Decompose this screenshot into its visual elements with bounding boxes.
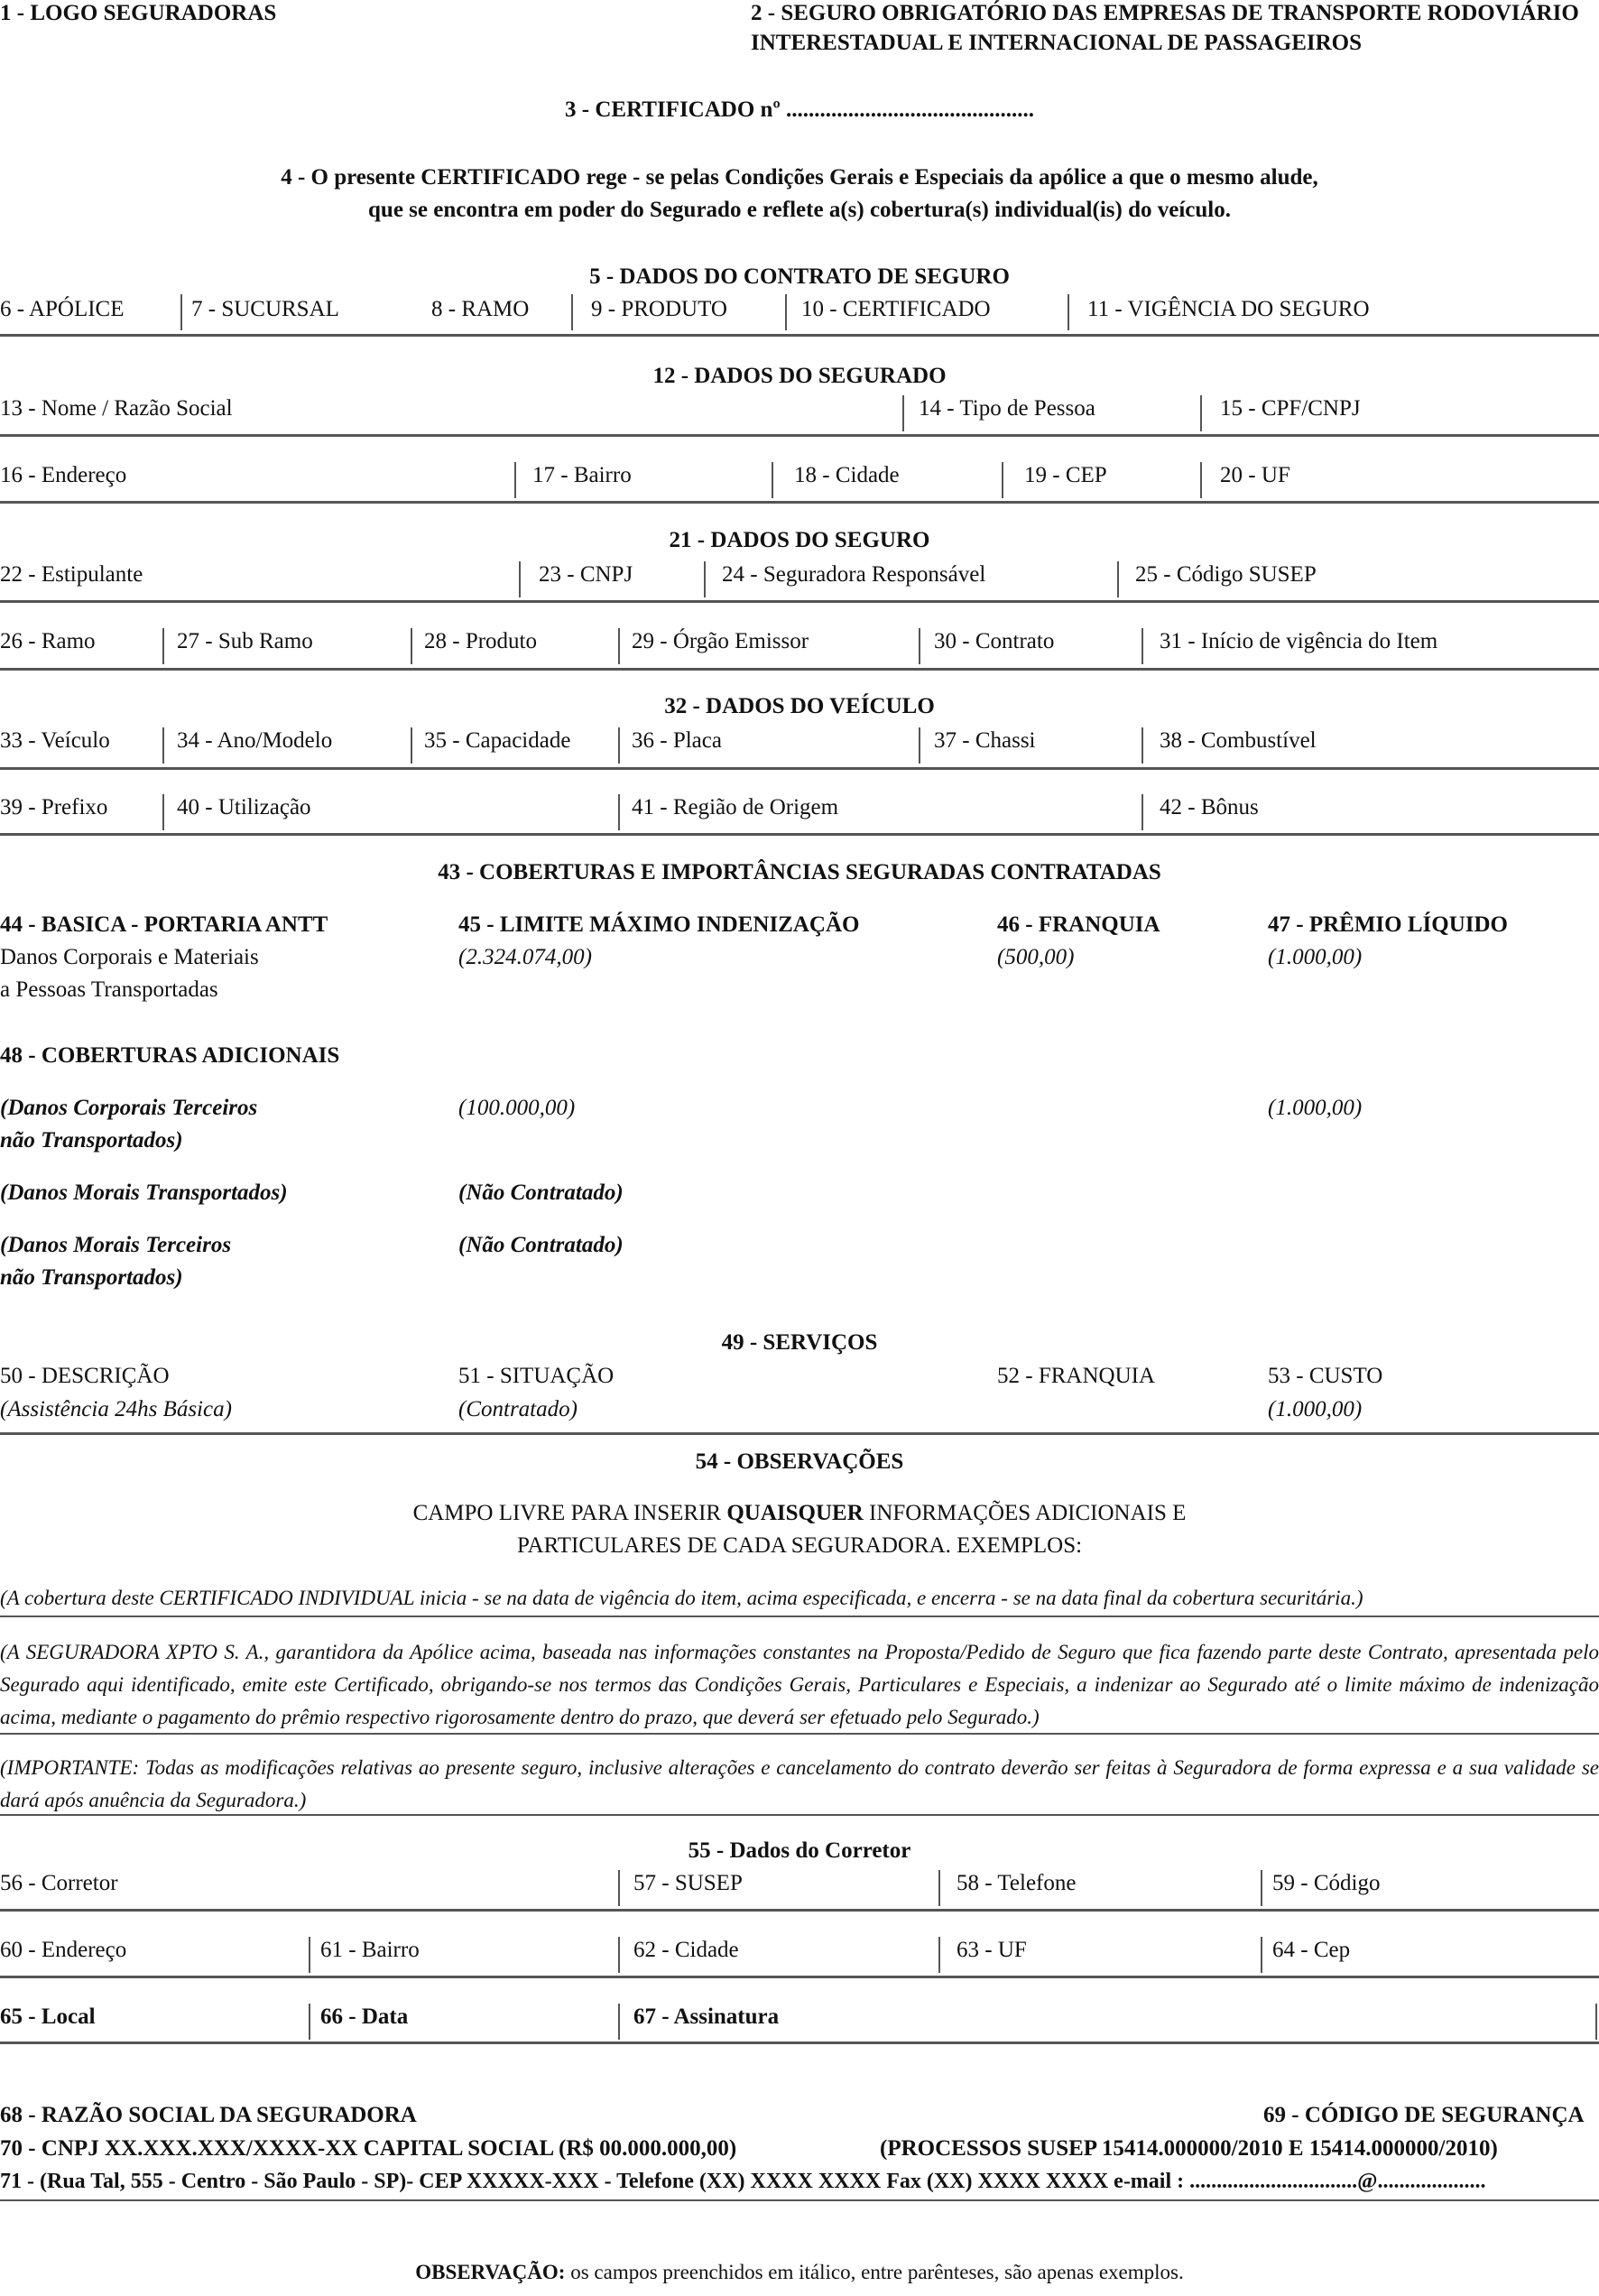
field-vigencia: 11 - VIGÊNCIA DO SEGURO xyxy=(1087,297,1370,321)
field-susep: 57 - SUSEP xyxy=(633,1871,743,1895)
field-cnpj: 23 - CNPJ xyxy=(539,562,633,587)
divider xyxy=(1261,1870,1262,1906)
divider xyxy=(162,794,164,830)
certificate-number: 3 - CERTIFICADO nº ............................................ xyxy=(565,97,1034,122)
field-corretor-cidade: 62 - Cidade xyxy=(633,1938,739,1962)
section-rule xyxy=(0,2199,1599,2201)
divider xyxy=(919,628,920,664)
divider xyxy=(919,727,920,764)
field-chassi: 37 - Chassi xyxy=(934,728,1036,753)
section-title-observacoes: 54 - OBSERVAÇÕES xyxy=(695,1449,904,1474)
free-field-line1: CAMPO LIVRE PARA INSERIR QUAISQUER INFORMAÇÕES ADICIONAIS E xyxy=(412,1501,1187,1525)
divider xyxy=(1261,1937,1262,1973)
section-rule xyxy=(0,1814,1599,1816)
cnpj-capital-social: 70 - CNPJ XX.XXX.XXX/XXXX-XX CAPITAL SOCIAL (R$ 00.000.000,00) xyxy=(0,2136,737,2161)
basic-description-line2: a Pessoas Transportadas xyxy=(0,977,218,1002)
field-corretor-bairro: 61 - Bairro xyxy=(320,1938,420,1962)
section-rule xyxy=(0,2041,1599,2044)
section-rule xyxy=(0,1909,1599,1912)
divider xyxy=(618,1937,620,1973)
observacao-paragraph-3: (IMPORTANTE: Todas as modificações relativas ao presente seguro, inclusive alterações e cancelamento do contrato deverão ser feitas à Seguradora de forma expressa e a sua validade se dará após anuência da Seguradora.) xyxy=(0,1756,1599,1811)
field-orgao-emissor: 29 - Órgão Emissor xyxy=(632,629,809,653)
endereco-seguradora: 71 - (Rua Tal, 555 - Centro - São Paulo - SP)- CEP XXXXX-XXX - Telefone (XX) XXXX XXXX Fax (XX) XXXX XXXX e-mail : ...............................@.................... xyxy=(0,2170,1486,2193)
section-title-segurado: 12 - DADOS DO SEGURADO xyxy=(652,364,947,388)
adicional-1-line1: (Danos Corporais Terceiros xyxy=(0,1096,258,1120)
divider xyxy=(1002,462,1003,498)
section-rule xyxy=(0,334,1599,337)
adicional-3-line2: não Transportados) xyxy=(0,1265,183,1290)
field-cpf-cnpj: 15 - CPF/CNPJ xyxy=(1220,396,1361,421)
divider xyxy=(162,628,164,664)
observacao-paragraph-2: (A SEGURADORA XPTO S. A., garantidora da Apólice acima, baseada nas informações constantes na Proposta/Pedido de Seguro que fica fazendo parte deste Contrato, apresentada pelo Segurado aqui identificado, emite este Certificado, obrigando-se nos termos das Condições Gerais, Particulares e Especiais, a indenizar ao Segurado até o limite máximo de indenização acima, mediante o pagamento do prêmio respectivo rigorosamente dentro do prazo, que deverá ser efetuado pelo Segurado.) xyxy=(0,1641,1599,1728)
field-corretor-uf: 63 - UF xyxy=(957,1938,1027,1962)
field-corretor-endereco: 60 - Endereço xyxy=(0,1938,127,1962)
adicional-1-line2: não Transportados) xyxy=(0,1128,183,1153)
divider xyxy=(618,1870,620,1906)
section-rule xyxy=(0,668,1599,671)
basic-description-line1: Danos Corporais e Materiais xyxy=(0,945,259,969)
section-rule xyxy=(0,434,1599,437)
field-ano-modelo: 34 - Ano/Modelo xyxy=(177,728,333,753)
section-title-coberturas: 43 - COBERTURAS E IMPORTÂNCIAS SEGURADAS CONTRATADAS xyxy=(438,860,1161,884)
divider xyxy=(1141,794,1143,830)
section-title-corretor: 55 - Dados do Corretor xyxy=(688,1838,911,1863)
field-local: 65 - Local xyxy=(0,2004,96,2029)
section-rule xyxy=(0,1432,1599,1435)
basic-franquia-value: (500,00) xyxy=(997,945,1075,969)
field-assinatura: 67 - Assinatura xyxy=(633,2004,780,2029)
field-data: 66 - Data xyxy=(320,2004,409,2029)
field-apolice: 6 - APÓLICE xyxy=(0,297,125,321)
field-prefixo: 39 - Prefixo xyxy=(0,795,108,819)
free-field-line2: PARTICULARES DE CADA SEGURADORA. EXEMPLOS: xyxy=(516,1533,1083,1558)
field-tipo-pessoa: 14 - Tipo de Pessoa xyxy=(919,396,1095,421)
basic-premio-value: (1.000,00) xyxy=(1268,945,1363,969)
field-telefone: 58 - Telefone xyxy=(957,1871,1077,1895)
divider xyxy=(618,794,620,830)
divider xyxy=(1200,395,1202,431)
servico-custo: (1.000,00) xyxy=(1268,1397,1363,1421)
divider xyxy=(938,1937,940,1973)
field-endereco: 16 - Endereço xyxy=(0,463,127,487)
field-nome: 13 - Nome / Razão Social xyxy=(0,396,233,421)
field-codigo-susep: 25 - Código SUSEP xyxy=(1135,562,1317,587)
field-produto: 9 - PRODUTO xyxy=(591,297,727,321)
servico-situacao: (Contratado) xyxy=(458,1397,578,1421)
field-combustivel: 38 - Combustível xyxy=(1160,728,1317,753)
adicional-2-line1: (Danos Morais Transportados) xyxy=(0,1180,288,1205)
header-basica: 44 - BASICA - PORTARIA ANTT xyxy=(0,912,328,937)
section-title-contrato: 5 - DADOS DO CONTRATO DE SEGURO xyxy=(589,264,1010,289)
document-title-line1: 2 - SEGURO OBRIGATÓRIO DAS EMPRESAS DE TRANSPORTE RODOVIÁRIO xyxy=(751,1,1579,25)
section-title-servicos: 49 - SERVIÇOS xyxy=(721,1330,878,1355)
processos-susep: (PROCESSOS SUSEP 15414.000000/2010 E 15414.000000/2010) xyxy=(880,2136,1498,2161)
divider xyxy=(902,395,904,431)
field-inicio-vigencia: 31 - Início de vigência do Item xyxy=(1160,629,1438,653)
divider xyxy=(785,294,787,330)
divider xyxy=(309,2004,310,2040)
field-capacidade: 35 - Capacidade xyxy=(424,728,571,753)
section-title-veiculo: 32 - DADOS DO VEÍCULO xyxy=(664,694,935,718)
section-rule xyxy=(0,501,1599,504)
document-title-line2: INTERESTADUAL E INTERNACIONAL DE PASSAGEIROS xyxy=(751,31,1363,55)
field-certificado: 10 - CERTIFICADO xyxy=(801,297,991,321)
divider xyxy=(571,294,573,330)
section-rule xyxy=(0,1976,1599,1978)
field-sucursal: 7 - SUCURSAL xyxy=(191,297,339,321)
servico-descricao: (Assistência 24hs Básica) xyxy=(0,1397,232,1421)
adicional-1-limit: (100.000,00) xyxy=(458,1096,576,1120)
adicional-2-limit: (Não Contratado) xyxy=(458,1180,624,1205)
intro-line-2: que se encontra em poder do Segurado e reflete a(s) cobertura(s) individual(is) do veículo. xyxy=(368,198,1231,222)
basic-limit-value: (2.324.074,00) xyxy=(458,945,592,969)
divider xyxy=(1200,462,1202,498)
section-rule xyxy=(0,833,1599,836)
field-utilizacao: 40 - Utilização xyxy=(177,795,311,819)
divider xyxy=(1141,727,1143,764)
divider xyxy=(180,294,182,330)
divider xyxy=(772,462,773,498)
divider xyxy=(309,1937,310,1973)
divider xyxy=(514,462,516,498)
field-cep: 19 - CEP xyxy=(1024,463,1107,487)
divider xyxy=(618,628,620,664)
header-premio: 47 - PRÊMIO LÍQUIDO xyxy=(1268,912,1508,937)
section-title-seguro: 21 - DADOS DO SEGURO xyxy=(669,528,930,552)
field-sub-ramo: 27 - Sub Ramo xyxy=(177,629,313,653)
divider xyxy=(162,727,164,764)
divider xyxy=(704,561,706,597)
divider xyxy=(618,727,620,764)
logo-placeholder: 1 - LOGO SEGURADORAS xyxy=(0,1,277,25)
field-ramo: 8 - RAMO xyxy=(431,297,530,321)
field-bairro: 17 - Bairro xyxy=(532,463,632,487)
field-uf: 20 - UF xyxy=(1220,463,1290,487)
section-rule xyxy=(0,767,1599,770)
razao-social-seguradora: 68 - RAZÃO SOCIAL DA SEGURADORA xyxy=(0,2103,417,2127)
header-limite: 45 - LIMITE MÁXIMO INDENIZAÇÃO xyxy=(458,912,860,937)
observacao-paragraph-1: (A cobertura deste CERTIFICADO INDIVIDUAL inicia - se na data de vigência do item, acima especificada, e encerra - se na data final da cobertura securitária.) xyxy=(0,1587,1363,1609)
divider xyxy=(1068,294,1069,330)
section-title-adicionais: 48 - COBERTURAS ADICIONAIS xyxy=(0,1043,340,1068)
section-rule xyxy=(0,600,1599,603)
header-descricao: 50 - DESCRIÇÃO xyxy=(0,1364,170,1388)
divider xyxy=(938,1870,940,1906)
field-corretor-cep: 64 - Cep xyxy=(1272,1938,1351,1962)
nota-observacao: OBSERVAÇÃO: os campos preenchidos em itálico, entre parênteses, são apenas exemplos. xyxy=(415,2261,1184,2283)
field-seguradora-responsavel: 24 - Seguradora Responsável xyxy=(722,562,986,587)
field-corretor: 56 - Corretor xyxy=(0,1871,118,1895)
header-situacao: 51 - SITUAÇÃO xyxy=(458,1364,615,1388)
divider xyxy=(618,2004,620,2040)
adicional-3-limit: (Não Contratado) xyxy=(458,1233,624,1257)
field-veiculo: 33 - Veículo xyxy=(0,728,110,753)
divider xyxy=(411,628,412,664)
adicional-1-premio: (1.000,00) xyxy=(1268,1096,1363,1120)
field-estipulante: 22 - Estipulante xyxy=(0,562,143,587)
field-ramo: 26 - Ramo xyxy=(0,629,96,653)
field-produto: 28 - Produto xyxy=(424,629,537,653)
field-bonus: 42 - Bônus xyxy=(1160,795,1259,819)
header-franquia-servico: 52 - FRANQUIA xyxy=(997,1364,1155,1388)
adicional-3-line1: (Danos Morais Terceiros xyxy=(0,1233,232,1257)
header-custo: 53 - CUSTO xyxy=(1268,1364,1383,1388)
intro-line-1: 4 - O presente CERTIFICADO rege - se pelas Condições Gerais e Especiais da apólice a que o mesmo alude, xyxy=(281,165,1318,190)
field-contrato: 30 - Contrato xyxy=(934,629,1055,653)
field-codigo: 59 - Código xyxy=(1272,1871,1381,1895)
field-cidade: 18 - Cidade xyxy=(794,463,900,487)
section-rule xyxy=(0,1616,1599,1617)
divider xyxy=(411,727,412,764)
codigo-seguranca: 69 - CÓDIGO DE SEGURANÇA xyxy=(1263,2103,1585,2127)
divider xyxy=(519,561,521,597)
divider xyxy=(1595,2004,1597,2040)
field-placa: 36 - Placa xyxy=(632,728,722,753)
field-regiao-origem: 41 - Região de Origem xyxy=(632,795,839,819)
section-rule xyxy=(0,1733,1599,1735)
header-franquia: 46 - FRANQUIA xyxy=(997,912,1160,937)
divider xyxy=(1117,561,1119,597)
divider xyxy=(1141,628,1143,664)
